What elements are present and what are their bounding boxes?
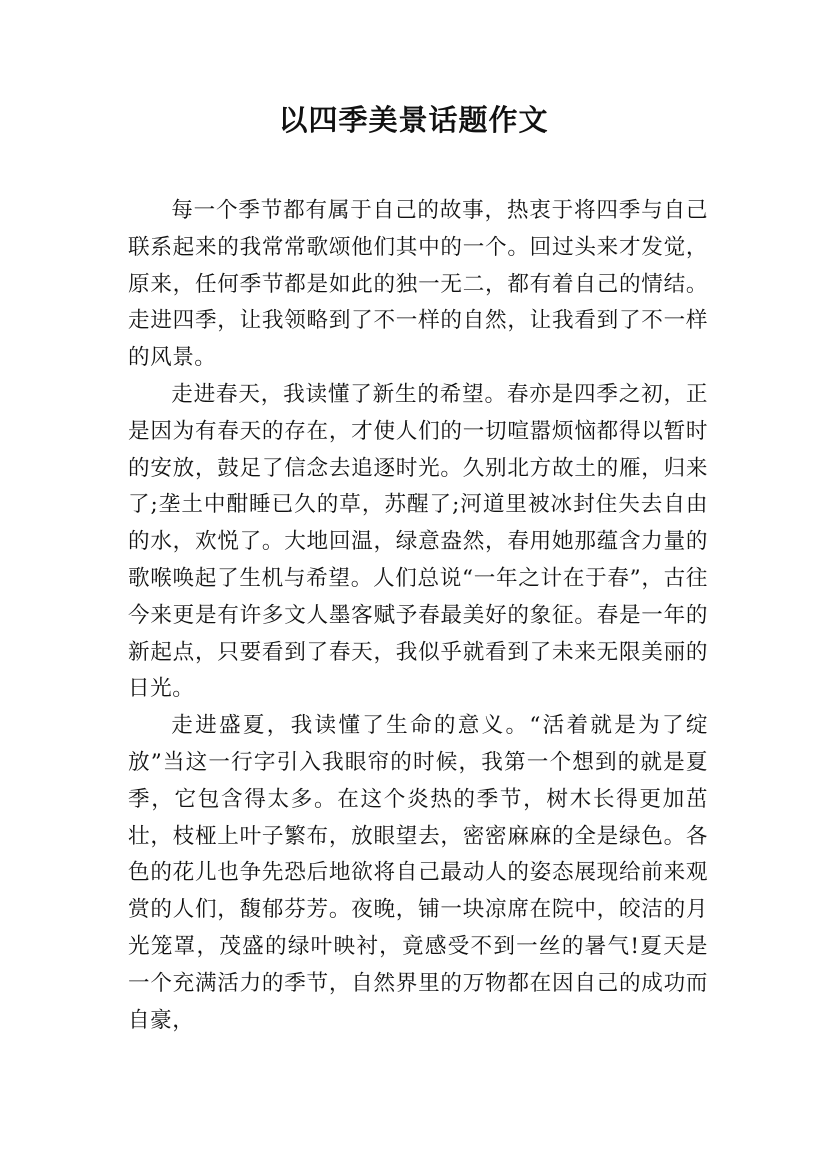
document-body bbox=[128, 193, 708, 1039]
document-title: 以四季美景话题作文 bbox=[278, 103, 549, 137]
paragraph-summer: 走进盛夏，我读懂了生命的意义。“活着就是为了绽放”当这一行字引入我眼帘的时候，我第一个想到的就是夏季，它包含得太多。在这个炎热的季节，树木长得更加茁壮，枝桠上叶子繁布，放眼望去，密密麻麻的全是绿色。各色的花儿也争先恐后地欲将自己最动人的姿态展现给前来观赏的人们，馥郁芬芳。夜晚，铺一块凉席在院中，皎洁的月光笼罩，茂盛的绿叶映衬，竟感受不到一丝的暑气!夏天是一个充满活力的季节，自然界里的万物都在因自己的成功而自豪， bbox=[128, 713, 708, 1033]
paragraph-spring: 走进春天，我读懂了新生的希望。春亦是四季之初，正是因为有春天的存在，才使人们的一切喧嚣烦恼都得以暂时的安放，鼓足了信念去追逐时光。久别北方故土的雁，归来了;垄土中酣睡已久的草，苏醒了;河道里被冰封住失去自由的水，欢悦了。大地回温，绿意盎然，春用她那蕴含力量的歌喉唤起了生机与希望。人们总说“一年之计在于春”，古往今来更是有许多文人墨客赋予春最美好的象征。春是一年的新起点，只要看到了春天，我似乎就看到了未来无限美丽的日光。 bbox=[128, 381, 708, 702]
paragraph-intro: 每一个季节都有属于自己的故事，热衷于将四季与自己联系起来的我常常歌颂他们其中的一个。回过头来才发觉，原来，任何季节都是如此的独一无二，都有着自己的情结。走进四季，让我领略到了不一样的自然，让我看到了不一样的风景。 bbox=[128, 198, 708, 371]
